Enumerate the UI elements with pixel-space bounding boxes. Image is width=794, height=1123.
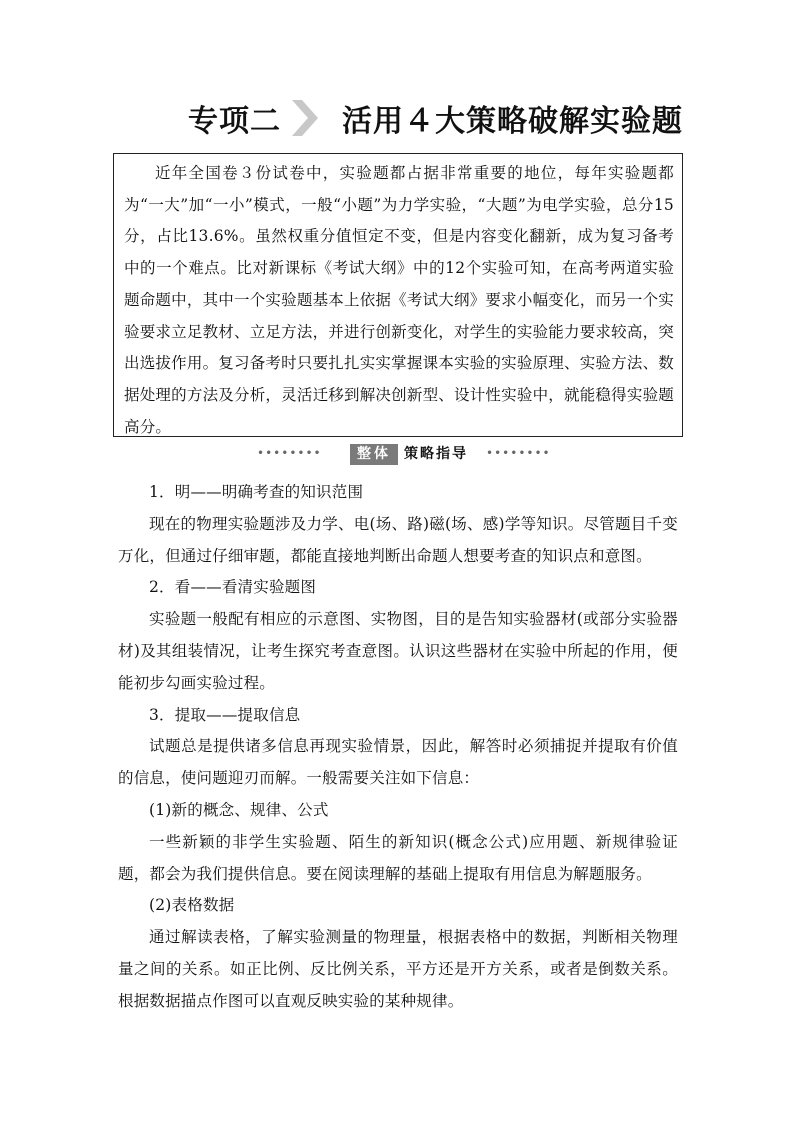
section-text: 一些新颖的非学生实验题、陌生的新知识(概念公式)应用题、新规律验证题，都会为我们提供信息。要在阅读理解的基础上提取有用信息为解题服务。 bbox=[118, 832, 678, 883]
section-text: 现在的物理实验题涉及力学、电(场、路)磁(场、感)学等知识。尽管题目千变万化，但通过仔细审题，都能直接地判断出命题人想要考查的知识点和意图。 bbox=[118, 514, 678, 565]
page-title bbox=[0, 92, 794, 144]
section-heading: 2．看——看清实验题图 bbox=[149, 578, 317, 597]
chevron-right-icon bbox=[290, 98, 320, 138]
divider-dots-left: •••••••• bbox=[257, 446, 322, 460]
intro-text: 近年全国卷３份试卷中，实验题都占据非常重要的地位，每年实验题都为“一大”加“一小”模式，一般“小题”为力学实验，“大题”为电学实验，总分15分，占比13.6%。虽然权重分值恒定不变，但是内容变化翻新，成为复习备考中的一个难点。比对新课标《考试大纲》中的12个实验可知，在高考两道实验题命题中，其中一个实验题基本上依据《考试大纲》要求小幅变化，而另一个实验要求立足教材、立足方法，并进行创新变化，对学生的实验能力要求较高，突出选拔作用。复习备考时只要扎扎实实掌握课本实验的实验原理、实验方法、数据处理的方法及分析，灵活迁移到解决创新型、设计性实验中，就能稳得实验题高分。 bbox=[124, 164, 674, 436]
section-text: 实验题一般配有相应的示意图、实物图，目的是告知实验器材(或部分实验器材)及其组装情况，让考生探究考查意图。认识这些器材在实验中所起的作用，便能初步勾画实验过程。 bbox=[118, 610, 678, 692]
content-body bbox=[118, 477, 678, 1018]
divider-label: 策略指导 bbox=[404, 446, 468, 462]
intro-box bbox=[113, 153, 683, 437]
divider-dots-right: •••••••• bbox=[486, 446, 551, 460]
section-text: 通过解读表格，了解实验测量的物理量，根据表格中的数据，判断相关物理量之间的关系。如正比例、反比例关系，平方还是开方关系，或者是倒数关系。根据数据描点作图可以直观反映实验的某种规律。 bbox=[118, 928, 678, 1010]
title-topic: 活用４大策略破解实验题 bbox=[342, 104, 683, 139]
section-heading: 3．提取——提取信息 bbox=[149, 705, 301, 724]
section-divider bbox=[0, 443, 794, 465]
section-heading: (2)表格数据 bbox=[149, 896, 235, 915]
section-heading: 1．明——明确考查的知识范围 bbox=[149, 483, 364, 501]
section-text: 试题总是提供诸多信息再现实验情景，因此，解答时必须捕捉并提取有价值的信息，使问题迎刃而解。一般需要关注如下信息： bbox=[118, 737, 678, 788]
section-heading: (1)新的概念、规律、公式 bbox=[149, 800, 329, 819]
title-chapter: 专项二 bbox=[188, 104, 281, 139]
divider-badge: 整体 bbox=[350, 444, 398, 465]
